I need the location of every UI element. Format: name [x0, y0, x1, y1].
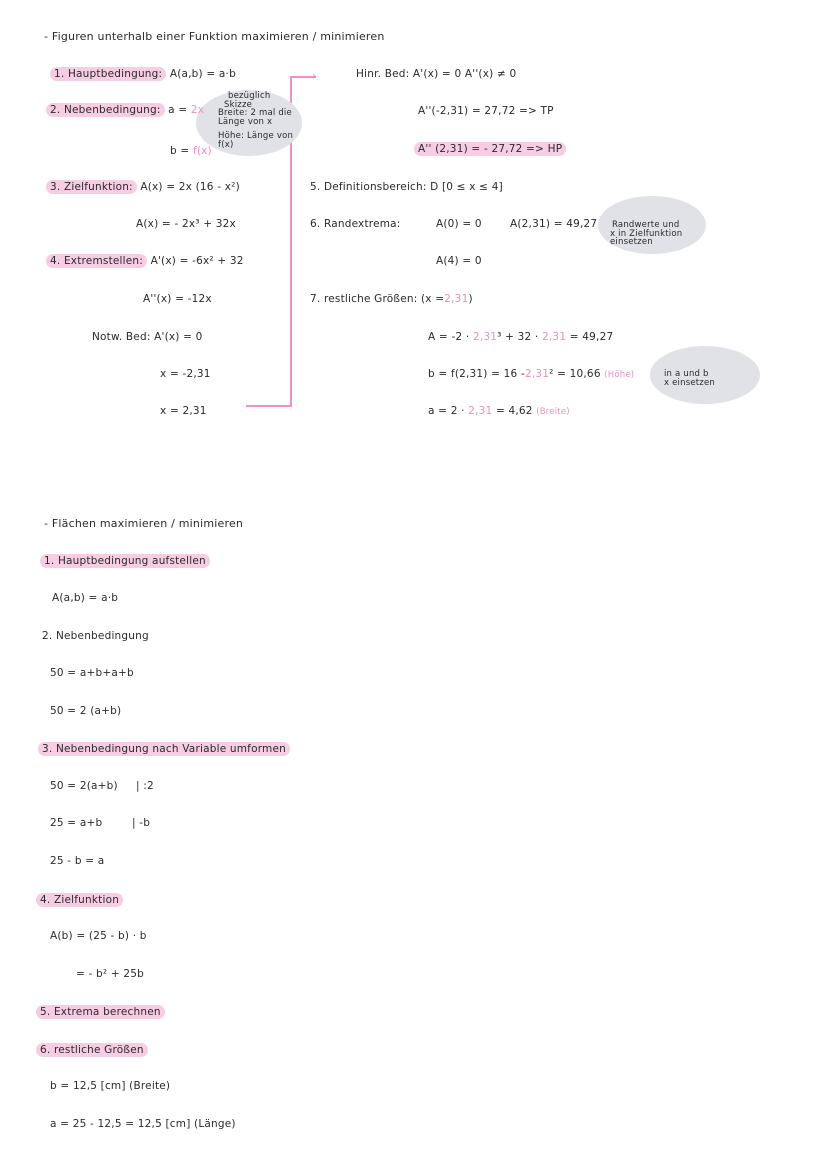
extrema-step: 4. Extremstellen: A'(x) = -6x² + 32	[46, 255, 244, 267]
step2-heading: 2. Nebenbedingung	[42, 630, 149, 642]
step5-heading: 5. Extrema berechnen	[36, 1005, 165, 1019]
root-positive: x = 2,31	[160, 405, 207, 417]
objective-expanded: A(x) = - 2x³ + 32x	[136, 218, 236, 230]
sufficient-condition: Hinr. Bed: A'(x) = 0 A''(x) ≠ 0	[356, 68, 517, 80]
step3-op-b: | -b	[132, 817, 151, 829]
connector-line-bottom	[246, 405, 292, 407]
width-result: a = 2 · 2,31 = 4,62 (Breite)	[428, 405, 570, 417]
step6-heading: 6. restliche Größen	[36, 1043, 148, 1057]
step2-formula-b: 50 = 2 (a+b)	[50, 705, 122, 717]
cloud2-text: Randwerte und x in Zielfunktion einsetzen	[610, 220, 683, 247]
step3-formula-b: 25 = a+b	[50, 817, 103, 829]
maximum-check: A'' (2,31) = - 27,72 => HP	[414, 142, 566, 156]
step6-formula-a: b = 12,5 [cm] (Breite)	[50, 1080, 171, 1092]
boundary-a4: A(4) = 0	[436, 255, 482, 267]
side-condition: 2. Nebenbedingung: a = 2x	[46, 104, 204, 116]
objective-function: 3. Zielfunktion: A(x) = 2x (16 - x²)	[46, 181, 240, 193]
step1-heading: 1. Hauptbedingung aufstellen	[40, 554, 210, 568]
step4-heading: 4. Zielfunktion	[36, 893, 123, 907]
section2-title: - Flächen maximieren / minimieren	[44, 517, 244, 530]
section1-title: - Figuren unterhalb einer Funktion maximieren / minimieren	[44, 30, 385, 43]
height-result: b = f(2,31) = 16 -2,31² = 10,66 (Höhe)	[428, 368, 635, 380]
step3-op-a: | :2	[136, 780, 154, 792]
arrow-head-icon: ›	[312, 69, 317, 83]
step2-formula-a: 50 = a+b+a+b	[50, 667, 134, 679]
step6-formula-b: a = 25 - 12,5 = 12,5 [cm] (Länge)	[50, 1118, 236, 1130]
boundary-a0: A(0) = 0	[436, 218, 482, 230]
cloud1-text: bezüglich Skizze Breite: 2 mal die Länge von x Höhe: Länge von f(x)	[218, 91, 294, 150]
step3-formula-c: 25 - b = a	[50, 855, 105, 867]
boundary-label: 6. Randextrema:	[310, 218, 401, 230]
step3-heading: 3. Nebenbedingung nach Variable umformen	[38, 742, 290, 756]
step4-formula-b: = - b² + 25b	[76, 968, 145, 980]
side-condition-b: b = f(x)	[170, 145, 212, 157]
step4-formula-a: A(b) = (25 - b) · b	[50, 930, 147, 942]
cloud3-text: in a und b x einsetzen	[664, 369, 715, 388]
minimum-check: A''(-2,31) = 27,72 => TP	[418, 105, 554, 117]
remaining-sizes: 7. restliche Größen: (x =2,31)	[310, 293, 473, 305]
boundary-a231: A(2,31) = 49,27	[510, 218, 598, 230]
domain-step: 5. Definitionsbereich: D [0 ≤ x ≤ 4]	[310, 181, 503, 193]
necessary-condition: Notw. Bed: A'(x) = 0	[92, 331, 203, 343]
area-result: A = -2 · 2,31³ + 32 · 2,31 = 49,27	[428, 331, 614, 343]
second-derivative: A''(x) = -12x	[143, 293, 212, 305]
root-negative: x = -2,31	[160, 368, 211, 380]
step1-formula: A(a,b) = a·b	[52, 592, 119, 604]
main-condition: 1. Hauptbedingung: A(a,b) = a·b	[50, 68, 236, 80]
step3-formula-a: 50 = 2(a+b)	[50, 780, 118, 792]
